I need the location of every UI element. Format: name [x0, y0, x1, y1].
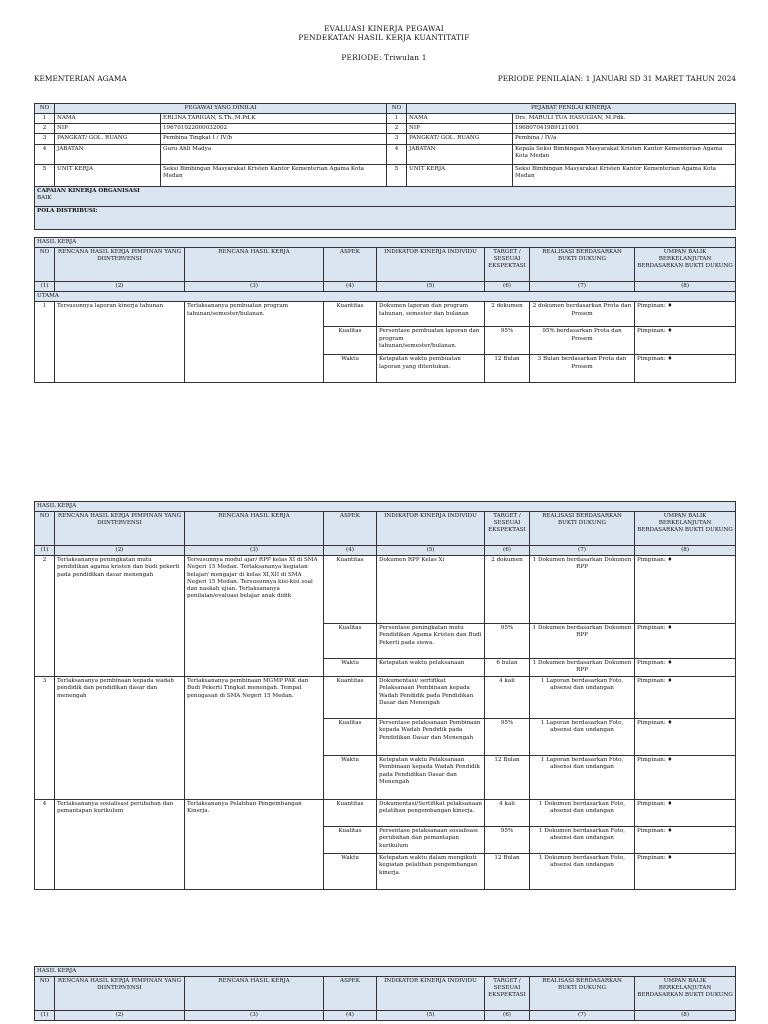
col-realisasi-header: REALISASI BERDASARKAN BUKTI DUKUNG — [530, 977, 635, 1011]
col-aspek-header: ASPEK — [324, 977, 377, 1011]
identity-row — [35, 144, 736, 164]
item-aspek: Waktu — [324, 854, 377, 890]
col-rhk-pimpinan-header: RENCANA HASIL KERJA PIMPINAN YANG DIINTERVENSI — [55, 512, 185, 546]
item-umpan-balik: Pimpinan: ♦ — [635, 624, 736, 659]
item-aspek: Kualitas — [324, 719, 377, 756]
item-aspek: Kualitas — [324, 624, 377, 659]
identity-table — [34, 103, 736, 230]
col-number: (6) — [485, 282, 530, 292]
table-row — [35, 302, 736, 327]
item-aspek: Kuantitas — [324, 677, 377, 719]
item-rhk: Terlaksananya pembuatan program tahunan/semester/bulanan. — [185, 302, 324, 383]
no-header: NO — [35, 104, 55, 114]
identity-no: 3 — [35, 134, 55, 144]
identity-label: UNIT KERJA — [407, 164, 513, 186]
identity-label: NAMA — [407, 114, 513, 124]
item-rhk: Terlaksananya pembinaan MGMP PAK dan Budi Pekerti Tingkat menengah. Tempat penugasan di SMA Negeri 15 Medan. — [185, 677, 324, 800]
pegawai-value: 196701022000032002 — [161, 124, 387, 134]
item-indikator: Dokumentasi/Sertifikat pelaksanaan pelatihan pengembangan kinerja. — [377, 800, 485, 827]
item-target: 12 Bulan — [485, 355, 530, 383]
col-number: (1) — [35, 282, 55, 292]
identity-no: 5 — [35, 164, 55, 186]
item-target: 2 dokumen — [485, 556, 530, 624]
hasil-kerja-table-3 — [34, 966, 736, 1021]
col-target-header: TARGET / SESEUAI EKSPEKTASI — [485, 248, 530, 282]
col-no-header: NO — [35, 977, 55, 1011]
pegawai-value: Guru Ahli Madya — [161, 144, 387, 164]
col-number: (4) — [324, 282, 377, 292]
pegawai-value: ERLINA TARIGAN, S.Th.,M.Pd.K — [161, 114, 387, 124]
col-rhk-header: RENCANA HASIL KERJA — [185, 512, 324, 546]
item-realisasi: 1 Dokumen berdasarkan Dokumen RPP — [530, 659, 635, 677]
col-no-header: NO — [35, 512, 55, 546]
item-target: 95% — [485, 719, 530, 756]
identity-label: JABATAN — [55, 144, 161, 164]
item-rhk: Tersusunnya modul ajar/ RPP kelas XI di SMA Negeri 15 Medan. Terlaksananya kegiatan belajar/ mengajar di kelas XI,XII di SMA Negeri 15 Medan. Tersusunnya kisi-kisi soal dan naskah ujian. Terlaksananya penilaian/evaluasi belajar anak didik — [185, 556, 324, 677]
col-target-header: TARGET / SESEUAI EKSPEKTASI — [485, 977, 530, 1011]
item-umpan-balik: Pimpinan: ♦ — [635, 355, 736, 383]
item-realisasi: 1 Laporan berdasarkan Foto, absensi dan undangan — [530, 719, 635, 756]
col-realisasi-header: REALISASI BERDASARKAN BUKTI DUKUNG — [530, 512, 635, 546]
penilai-value: Pembina / IV/a — [513, 134, 736, 144]
col-number: (1) — [35, 1011, 55, 1021]
penilai-value: Kepala Seksi Bimbingan Masyarakat Kristen Kantor Kementerian Agama Kota Medan — [513, 144, 736, 164]
hasil-kerja-table-1 — [34, 237, 736, 383]
col-aspek-header: ASPEK — [324, 512, 377, 546]
col-number: (3) — [185, 546, 324, 556]
identity-row — [35, 114, 736, 124]
item-realisasi: 1 Dokumen berdasarkan Foto, absensi dan undangan — [530, 827, 635, 854]
item-indikator: Persentase pembuatan laporan dan program tahunan/semester/bulanan. — [377, 327, 485, 355]
item-indikator: Persentase pelaksanaan Pembinaan kepada Wadah Pendidik pada Pendidikan Dasar dan Menengah — [377, 719, 485, 756]
item-umpan-balik: Pimpinan: ♦ — [635, 719, 736, 756]
identity-no: 1 — [387, 114, 407, 124]
identity-row — [35, 134, 736, 144]
periode-penilaian: PERIODE PENILAIAN: 1 JANUARI SD 31 MARET TAHUN 2024 — [497, 74, 736, 83]
identity-label: NAMA — [55, 114, 161, 124]
col-number: (5) — [377, 546, 485, 556]
item-no: 4 — [35, 800, 55, 890]
utama-label: UTAMA — [35, 292, 736, 302]
doc-title: EVALUASI KINERJA PEGAWAI — [324, 24, 444, 33]
col-number: (6) — [485, 546, 530, 556]
col-number: (7) — [530, 282, 635, 292]
col-number: (8) — [635, 282, 736, 292]
identity-label: NIP — [407, 124, 513, 134]
item-indikator: Ketepatan waktu dalam mengikuti kegiatan pelatihan pengembangan kinerja. — [377, 854, 485, 890]
item-indikator: Dokumen laporan dan program tahunan, semester dan bulanan — [377, 302, 485, 327]
item-target: 4 kali — [485, 677, 530, 719]
col-rhk-pimpinan-header: RENCANA HASIL KERJA PIMPINAN YANG DIINTERVENSI — [55, 977, 185, 1011]
col-no-header: NO — [35, 248, 55, 282]
table-row — [35, 677, 736, 719]
penilai-value: 196807041989121001 — [513, 124, 736, 134]
item-umpan-balik: Pimpinan: ♦ — [635, 556, 736, 624]
item-no: 1 — [35, 302, 55, 383]
capaian-label: CAPAIAN KINERJA ORGANISASI — [37, 187, 140, 194]
col-number: (7) — [530, 546, 635, 556]
section-label: HASIL KERJA — [35, 967, 736, 977]
item-aspek: Waktu — [324, 355, 377, 383]
table-row — [35, 556, 736, 624]
item-aspek: Kuantitas — [324, 800, 377, 827]
col-number: (1) — [35, 546, 55, 556]
item-rhk-pimpinan: Tersusunnya laporan kinerja tahunan — [55, 302, 185, 383]
col-number: (2) — [55, 1011, 185, 1021]
col-number: (3) — [185, 282, 324, 292]
capaian-value: BAIK — [37, 194, 52, 201]
item-realisasi: 1 Dokumen berdasarkan Dokumen RPP — [530, 556, 635, 624]
item-target: 95% — [485, 327, 530, 355]
item-aspek: Kuantitas — [324, 556, 377, 624]
col-realisasi-header: REALISASI BERDASARKAN BUKTI DUKUNG — [530, 248, 635, 282]
identity-no: 3 — [387, 134, 407, 144]
identity-no: 5 — [387, 164, 407, 186]
item-target: 6 bulan — [485, 659, 530, 677]
item-target: 12 Bulan — [485, 854, 530, 890]
item-realisasi: 1 Dokumen berdasarkan Dokumen RPP — [530, 624, 635, 659]
col-umpan-header: UMPAN BALIK BERKELANJUTAN BERDASARKAN BUKTI DUKUNG — [635, 977, 736, 1011]
identity-no: 2 — [387, 124, 407, 134]
section-label: HASIL KERJA — [35, 502, 736, 512]
item-realisasi: 3 Bulan berdasarkan Prota dan Prosem — [530, 355, 635, 383]
col-number: (7) — [530, 1011, 635, 1021]
penilai-value: Drs. MARULI TUA HASUGIAN, M.Pdk. — [513, 114, 736, 124]
item-aspek: Kualitas — [324, 327, 377, 355]
identity-label: UNIT KERJA — [55, 164, 161, 186]
item-realisasi: 1 Laporan berdasarkan Foto, absensi dan undangan — [530, 756, 635, 800]
item-realisasi: 1 Dokumen berdasarkan Foto, absensi dan undangan — [530, 800, 635, 827]
item-umpan-balik: Pimpinan: ♦ — [635, 327, 736, 355]
pola-distribusi: POLA DISTRIBUSI: — [35, 206, 736, 229]
item-indikator: Ketepatan waktu pelaksanaan — [377, 659, 485, 677]
hasil-kerja-table-2 — [34, 501, 736, 890]
col-rhk-pimpinan-header: RENCANA HASIL KERJA PIMPINAN YANG DIINTERVENSI — [55, 248, 185, 282]
item-umpan-balik: Pimpinan: ♦ — [635, 302, 736, 327]
item-indikator: Dokumen RPP Kelas Xi — [377, 556, 485, 624]
doc-subtitle: PENDEKATAN HASIL KERJA KUANTITATIF — [298, 33, 470, 42]
item-aspek: Waktu — [324, 756, 377, 800]
col-number: (8) — [635, 1011, 736, 1021]
pegawai-header: PEGAWAI YANG DINILAI — [55, 104, 387, 114]
item-target: 12 Bulan — [485, 756, 530, 800]
item-indikator: Ketepatan waktu pembuatan laporan yang ditentukan. — [377, 355, 485, 383]
col-number: (2) — [55, 282, 185, 292]
item-no: 2 — [35, 556, 55, 677]
col-number: (4) — [324, 546, 377, 556]
item-umpan-balik: Pimpinan: ♦ — [635, 659, 736, 677]
penilai-header: PEJABAT PENILAI KINERJA — [407, 104, 736, 114]
item-realisasi: 1 Dokumen berdasarkan Foto, absensi dan undangan — [530, 854, 635, 890]
item-rhk-pimpinan: Terlaksananya pembinaan kepada wadah pendidik dan pendidikan dasar dan menengah — [55, 677, 185, 800]
col-number: (5) — [377, 1011, 485, 1021]
item-indikator: Dokumentasi/ sertifikat Pelaksanaan Pembinaan kepada Wadah Pendidik pada Pendidikan Dasar dan Menengah — [377, 677, 485, 719]
item-target: 95% — [485, 827, 530, 854]
pegawai-value: Pembina Tingkat I / IV/b — [161, 134, 387, 144]
item-rhk-pimpinan: Terlaksananya peningkatan mutu pendidikan agama kristen dan budi pekerti pada pendidikan dasar menengah — [55, 556, 185, 677]
col-umpan-header: UMPAN BALIK BERKELANJUTAN BERDASARKAN BUKTI DUKUNG — [635, 512, 736, 546]
col-target-header: TARGET / SESEUAI EKSPEKTASI — [485, 512, 530, 546]
identity-label: NIP — [55, 124, 161, 134]
item-no: 3 — [35, 677, 55, 800]
col-aspek-header: ASPEK — [324, 248, 377, 282]
identity-label: PANGKAT/ GOL. RUANG — [55, 134, 161, 144]
item-umpan-balik: Pimpinan: ♦ — [635, 677, 736, 719]
item-indikator: Persentase peningkatan mutu Pendidikan Agama Kristen dan Budi Pekerti pada siswa. — [377, 624, 485, 659]
col-number: (5) — [377, 282, 485, 292]
instansi-label: KEMENTERIAN AGAMA — [34, 74, 127, 83]
identity-no: 2 — [35, 124, 55, 134]
col-indikator-header: INDIKATOR KINERJA INDIVIDU — [377, 977, 485, 1011]
identity-label: PANGKAT/ GOL. RUANG — [407, 134, 513, 144]
penilai-value: Seksi Bimbingan Masyarakat Kristen Kantor Kementerian Agama Kota Medan — [513, 164, 736, 186]
no-header: NO — [387, 104, 407, 114]
identity-label: JABATAN — [407, 144, 513, 164]
col-number: (2) — [55, 546, 185, 556]
col-rhk-header: RENCANA HASIL KERJA — [185, 248, 324, 282]
item-target: 95% — [485, 624, 530, 659]
table-row — [35, 800, 736, 827]
col-number: (4) — [324, 1011, 377, 1021]
identity-row — [35, 124, 736, 134]
col-indikator-header: INDIKATOR KINERJA INDIVIDU — [377, 512, 485, 546]
item-umpan-balik: Pimpinan: ♦ — [635, 827, 736, 854]
item-rhk-pimpinan: Terlaksananya sosialisasi perubahan dan pemantapan kurikulum — [55, 800, 185, 890]
item-aspek: Kualitas — [324, 827, 377, 854]
item-aspek: Waktu — [324, 659, 377, 677]
col-umpan-header: UMPAN BALIK BERKELANJUTAN BERDASARKAN BUKTI DUKUNG — [635, 248, 736, 282]
item-indikator: Persentase pelaksanaan sosialisasi perubahan dan pemantapan kurikulum — [377, 827, 485, 854]
identity-no: 4 — [35, 144, 55, 164]
identity-no: 1 — [35, 114, 55, 124]
capaian-cell — [35, 186, 736, 206]
section-label: HASIL KERJA — [35, 238, 736, 248]
item-realisasi: 95% berdasarkan Prota dan Prosem — [530, 327, 635, 355]
col-indikator-header: INDIKATOR KINERJA INDIVIDU — [377, 248, 485, 282]
pegawai-value: Seksi Bimbingan Masyarakat Kristen Kantor Kementerian Agama Kota Medan — [161, 164, 387, 186]
item-rhk: Terlaksananya Pelatihan Pengembangan Kinerja. — [185, 800, 324, 890]
item-aspek: Kuantitas — [324, 302, 377, 327]
item-target: 2 dokumen — [485, 302, 530, 327]
col-number: (6) — [485, 1011, 530, 1021]
doc-periode: PERIODE: Triwulan 1 — [341, 53, 427, 62]
identity-row — [35, 164, 736, 186]
item-realisasi: 2 dokumen berdasarkan Prota dan Prosem — [530, 302, 635, 327]
item-umpan-balik: Pimpinan: ♦ — [635, 800, 736, 827]
col-number: (3) — [185, 1011, 324, 1021]
item-umpan-balik: Pimpinan: ♦ — [635, 756, 736, 800]
item-realisasi: 1 Laporan berdasarkan Foto, absensi dan undangan — [530, 677, 635, 719]
item-indikator: Ketepatan waktu Pelaksanaan Pembinaan kepada Wadah Pendidik pada Pendidikan Dasar dan Menengah — [377, 756, 485, 800]
item-umpan-balik: Pimpinan: ♦ — [635, 854, 736, 890]
col-rhk-header: RENCANA HASIL KERJA — [185, 977, 324, 1011]
item-target: 4 kali — [485, 800, 530, 827]
col-number: (8) — [635, 546, 736, 556]
identity-no: 4 — [387, 144, 407, 164]
